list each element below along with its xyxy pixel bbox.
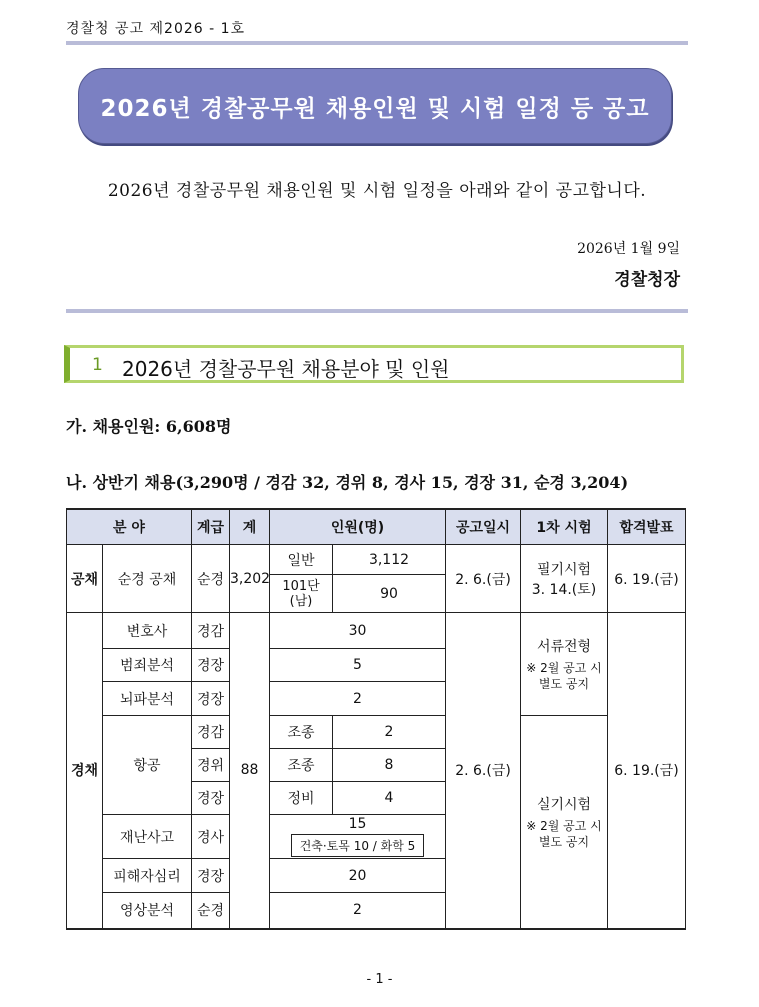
count-cell: 2 bbox=[270, 682, 446, 716]
count-cell: 90 bbox=[333, 575, 446, 613]
rank-cell: 경감 bbox=[192, 613, 230, 649]
sub-label-cell: 101단 (남) bbox=[270, 575, 333, 613]
rank-cell: 순경 bbox=[192, 545, 230, 613]
signer: 경찰청장 bbox=[614, 270, 680, 290]
field-cell: 영상분석 bbox=[103, 893, 192, 929]
field-cell: 항공 bbox=[103, 716, 192, 815]
field-cell: 변호사 bbox=[103, 613, 192, 649]
sub-label-cell: 정비 bbox=[270, 782, 333, 815]
table-row bbox=[67, 545, 686, 575]
first-exam-date: 3. 14.(토) bbox=[531, 581, 597, 598]
section-heading bbox=[64, 345, 684, 383]
field-cell: 순경 공채 bbox=[103, 545, 192, 613]
group-label: 경채 bbox=[67, 613, 103, 929]
sub-label-cell: 조종 bbox=[270, 749, 333, 782]
section-number: 1 bbox=[92, 355, 103, 375]
doc-number: 경찰청 공고 제2026 - 1호 bbox=[66, 21, 246, 37]
count-detail: 건축·토목 10 / 화학 5 bbox=[291, 834, 425, 857]
count-cell: 2 bbox=[270, 893, 446, 929]
exam-note: ※ 2월 공고 시 별도 공지 bbox=[526, 661, 602, 691]
rank-cell: 경장 bbox=[192, 782, 230, 815]
first-exam-cell bbox=[521, 545, 608, 613]
announcement-date: 2026년 1월 9일 bbox=[577, 241, 680, 257]
field-cell: 피해자심리 bbox=[103, 859, 192, 893]
result-cell: 6. 19.(금) bbox=[608, 613, 686, 929]
header-rank: 계급 bbox=[192, 509, 230, 545]
count-cell: 4 bbox=[333, 782, 446, 815]
top-rule bbox=[66, 41, 688, 45]
header-count: 인원(명) bbox=[270, 509, 446, 545]
table-row bbox=[67, 613, 686, 649]
count-cell bbox=[270, 815, 446, 859]
field-cell: 재난사고 bbox=[103, 815, 192, 859]
header-field: 분 야 bbox=[67, 509, 192, 545]
middle-rule bbox=[66, 309, 688, 313]
count-cell: 3,112 bbox=[333, 545, 446, 575]
rank-cell: 경사 bbox=[192, 815, 230, 859]
header-total: 계 bbox=[230, 509, 270, 545]
exam-type: 서류전형 bbox=[536, 639, 592, 655]
count-cell: 30 bbox=[270, 613, 446, 649]
recruitment-table bbox=[66, 508, 686, 930]
count-cell: 20 bbox=[270, 859, 446, 893]
field-cell: 범죄분석 bbox=[103, 649, 192, 682]
field-cell: 뇌파분석 bbox=[103, 682, 192, 716]
title-banner bbox=[78, 68, 672, 144]
total-cell: 88 bbox=[230, 613, 270, 929]
sub-label-cell: 조종 bbox=[270, 716, 333, 749]
notice-date-cell: 2. 6.(금) bbox=[446, 545, 521, 613]
result-cell: 6. 19.(금) bbox=[608, 545, 686, 613]
page-number: - 1 - bbox=[366, 972, 393, 987]
first-exam-cell bbox=[521, 716, 608, 929]
subheading-first-half: 나. 상반기 채용(3,290명 / 경감 32, 경위 8, 경사 15, 경장 31, 순경 3,204) bbox=[66, 473, 629, 492]
rank-cell: 경위 bbox=[192, 749, 230, 782]
notice-date-cell: 2. 6.(금) bbox=[446, 613, 521, 929]
rank-cell: 순경 bbox=[192, 893, 230, 929]
section-title: 2026년 경찰공무원 채용분야 및 인원 bbox=[122, 357, 450, 381]
sub-label-cell: 일반 bbox=[270, 545, 333, 575]
intro-text: 2026년 경찰공무원 채용인원 및 시험 일정을 아래와 같이 공고합니다. bbox=[107, 181, 647, 201]
count-cell: 5 bbox=[270, 649, 446, 682]
header-notice-date: 공고일시 bbox=[446, 509, 521, 545]
header-result: 합격발표 bbox=[608, 509, 686, 545]
table-header-row bbox=[67, 509, 686, 545]
rank-cell: 경장 bbox=[192, 859, 230, 893]
exam-type: 실기시험 bbox=[536, 796, 592, 813]
first-exam-cell bbox=[521, 613, 608, 716]
table-row bbox=[67, 716, 686, 749]
first-exam-type: 필기시험 bbox=[536, 561, 592, 578]
total-cell: 3,202 bbox=[230, 545, 270, 613]
exam-note: ※ 2월 공고 시 별도 공지 bbox=[526, 818, 602, 849]
header-first-exam: 1차 시험 bbox=[521, 509, 608, 545]
count-cell: 2 bbox=[333, 716, 446, 749]
count-cell: 8 bbox=[333, 749, 446, 782]
rank-cell: 경장 bbox=[192, 649, 230, 682]
subheading-total: 가. 채용인원: 6,608명 bbox=[66, 417, 232, 436]
rank-cell: 경감 bbox=[192, 716, 230, 749]
title-text: 2026년 경찰공무원 채용인원 및 시험 일정 등 공고 bbox=[100, 95, 650, 122]
group-label: 공채 bbox=[67, 545, 103, 613]
rank-cell: 경장 bbox=[192, 682, 230, 716]
count-value: 15 bbox=[348, 816, 367, 832]
